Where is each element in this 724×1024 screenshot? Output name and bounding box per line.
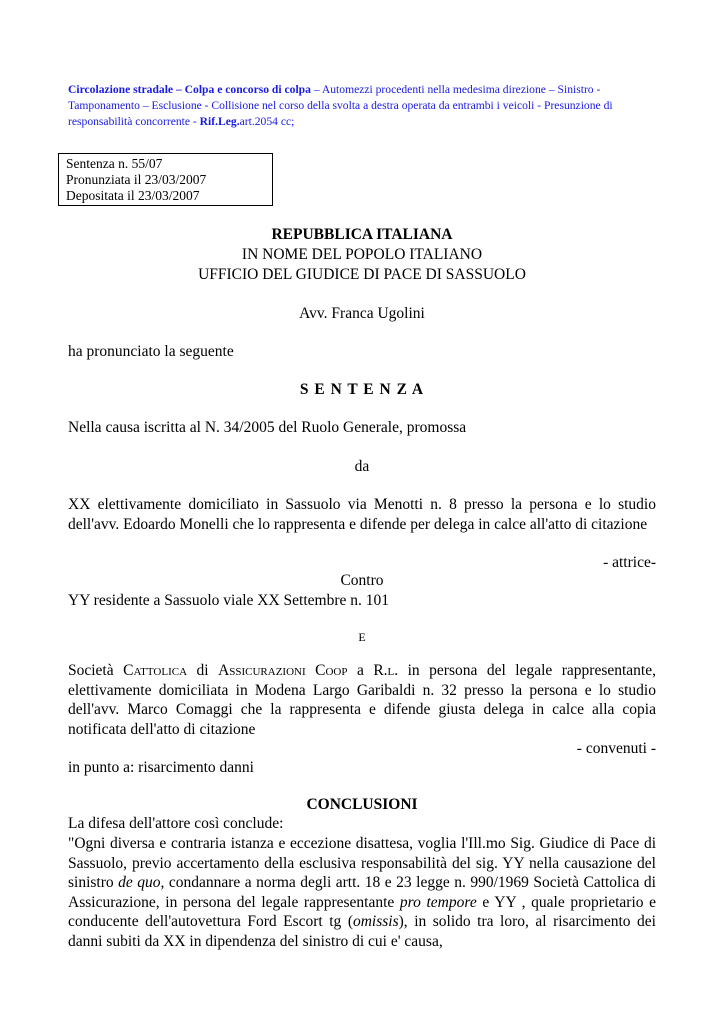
intro-text: ha pronunciato la seguente <box>68 343 234 360</box>
conclusioni-italic-protempore: pro tempore <box>399 893 477 911</box>
da-text: da <box>354 458 370 475</box>
contro-text: Contro <box>340 572 384 589</box>
massima-text: – Automezzi procedenti nella medesima direzione – Sinistro - Tamponamento – Esclusione - Collisione nel corso della svolta a destra operata da entrambi i veicoli - Presunzione di responsabilità concorrente - <box>68 83 613 128</box>
attrice-label: - attrice- <box>603 554 656 571</box>
convenuto2-rest: in persona del legale rappresentante, elettivamente domiciliata in Modena Largo Garibaldi n. 32 presso la persona e lo studio dell'avv. Marco Comaggi che la rappresenta e difende giusta delega in calce alla copia notificata dell'atto di citazione <box>68 662 656 738</box>
convenuto2-di: di <box>187 662 219 679</box>
judge-name: Avv. Franca Ugolini <box>299 305 425 322</box>
e-text: E <box>358 630 366 644</box>
attore-paragraph: XX elettivamente domiciliato in Sassuolo via Menotti n. 8 presso la persona e lo studio dell'avv. Edoardo Monelli che lo rappresenta e difende per delega in calce all'atto di citazione <box>68 496 656 533</box>
conclusioni-part-c: , condannare a norma degli artt. 18 e 23 legge n. 990/1969 Società Cattolica di Assicurazione, in persona del legale rappresentante <box>68 874 656 911</box>
sentence-number: Sentenza n. 55/07 <box>66 156 163 171</box>
conclusioni-title: CONCLUSIONI <box>306 796 418 813</box>
convenuto2-prefix: Società <box>68 662 124 679</box>
conclusioni-part-e: e YY , quale proprietario e conducente dell'autovettura Ford Escort tg ( <box>68 893 656 931</box>
people-heading: IN NOME DEL POPOLO ITALIANO <box>241 246 483 263</box>
difesa-text: La difesa dell'attore così conclude: <box>68 815 284 832</box>
massima-ref-label: Rif.Leg. <box>199 115 240 128</box>
republic-heading: REPUBBLICA ITALIANA <box>271 226 453 243</box>
conclusioni-italic-omissis: omissis <box>352 913 399 931</box>
company-name-1: Cattolica <box>123 662 188 679</box>
causa-text: Nella causa iscritta al N. 34/2005 del Ruolo Generale, promossa <box>68 419 467 436</box>
company-type: R.l. <box>373 662 399 679</box>
massima-note <box>68 82 658 130</box>
convenuto2-paragraph <box>68 661 656 739</box>
convenuto2-a: a <box>347 662 374 679</box>
conclusioni-part-g: ), in solido tra loro, al risarcimento dei danni subiti da XX in dipendenza del sinistro di cui e' causa, <box>68 913 656 950</box>
sentenza-title: S E N T E N Z A <box>299 381 425 398</box>
pronounced-date: Pronunziata il 23/03/2007 <box>66 172 207 187</box>
conclusioni-paragraph <box>68 834 656 952</box>
massima-ref: art.2054 cc; <box>239 115 295 128</box>
company-name-2: Assicurazioni Coop <box>218 662 348 679</box>
massima-topic: Circolazione stradale – Colpa e concorso di colpa <box>68 83 311 96</box>
office-heading: UFFICIO DEL GIUDICE DI PACE DI SASSUOLO <box>198 266 526 283</box>
convenuto1-text: YY residente a Sassuolo viale XX Settembre n. 101 <box>68 592 389 609</box>
conclusioni-italic-dequo: de quo <box>118 874 161 892</box>
punto-text: in punto a: risarcimento danni <box>68 759 254 776</box>
filed-date: Depositata il 23/03/2007 <box>66 188 200 203</box>
convenuti-label: - convenuti - <box>576 740 656 757</box>
conclusioni-part-a: "Ogni diversa e contraria istanza e eccezione disattesa, voglia l'Ill.mo Sig. Giudice di Pace di Sassuolo, previo accertamento della esclusiva responsabilità del sig. YY nella causazione del sinistro <box>68 835 656 892</box>
sentence-info-box <box>58 153 273 206</box>
